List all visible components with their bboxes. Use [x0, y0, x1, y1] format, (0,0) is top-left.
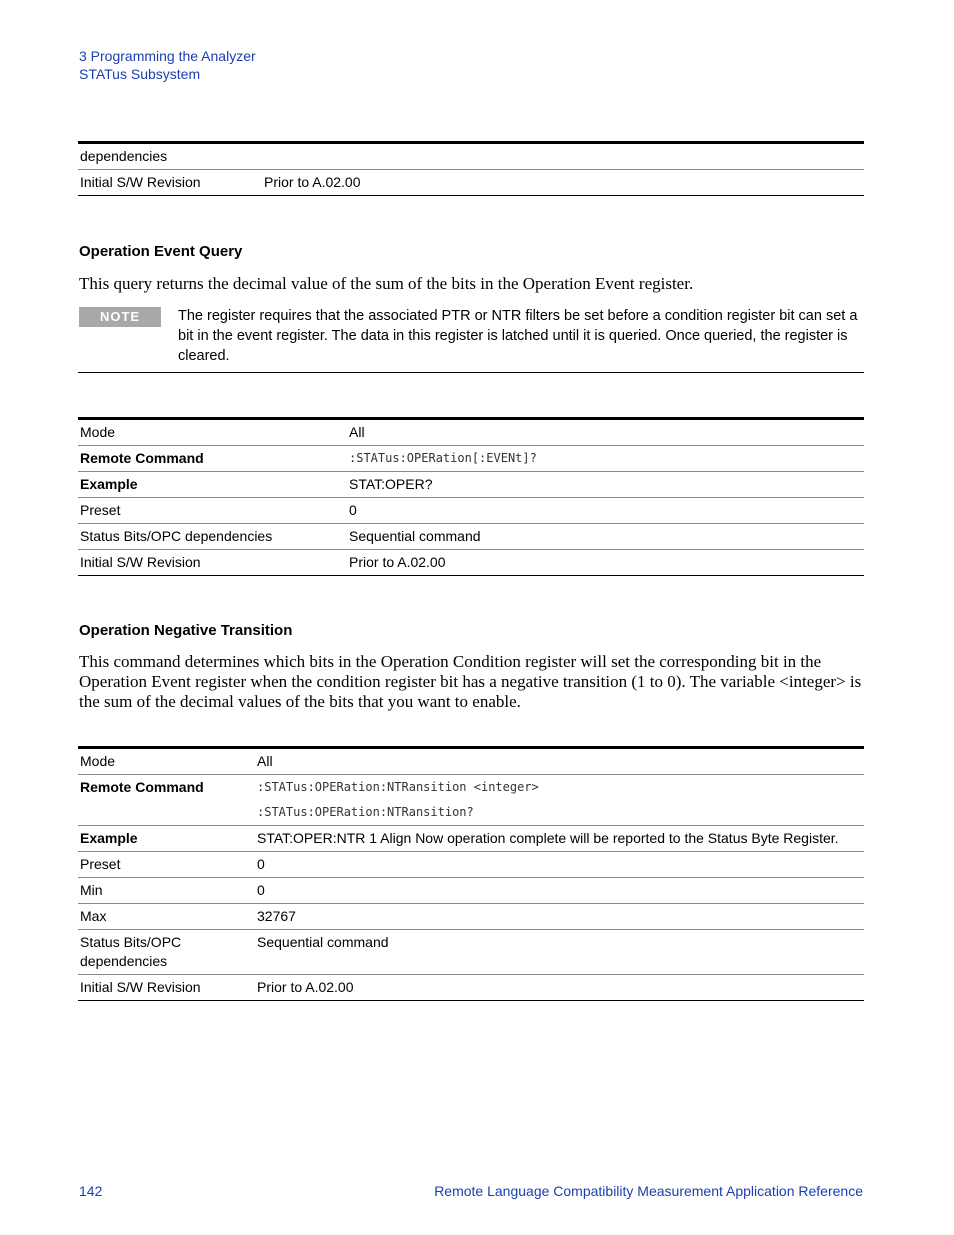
row-value: 0	[347, 498, 864, 524]
negative-transition-table	[78, 746, 864, 1001]
row-label: Mode	[78, 748, 255, 775]
table-row	[78, 852, 864, 878]
row-value: 0	[255, 878, 864, 904]
row-value: 0	[255, 852, 864, 878]
table-row	[78, 550, 864, 576]
section-heading-negative-transition: Operation Negative Transition	[79, 622, 293, 639]
table-row	[78, 930, 864, 975]
row-label: Remote Command	[78, 775, 255, 826]
row-value: All	[347, 419, 864, 446]
row-value: Sequential command	[347, 524, 864, 550]
document-title: Remote Language Compatibility Measurement Application Reference	[434, 1183, 863, 1199]
row-label: Status Bits/OPC dependencies	[78, 930, 255, 975]
row-label: Preset	[78, 852, 255, 878]
row-value: Prior to A.02.00	[347, 550, 864, 576]
table-row	[78, 878, 864, 904]
table-row	[78, 170, 864, 196]
note-text: The register requires that the associated PTR or NTR filters be set before a condition register bit can set a bit in the event register. The data in this register is latched until it is queried. Once queried, the register is cleared.	[178, 308, 858, 364]
remote-command-set: :STATus:OPERation:NTRansition <integer>	[257, 780, 539, 794]
row-value: 32767	[255, 904, 864, 930]
table-row	[78, 826, 864, 852]
remote-command-query: :STATus:OPERation:NTRansition?	[257, 805, 474, 819]
row-value	[262, 143, 864, 170]
row-label: Min	[78, 878, 255, 904]
table-row	[78, 498, 864, 524]
note-divider	[78, 372, 864, 373]
row-value: STAT:OPER:NTR 1 Align Now operation complete will be reported to the Status Byte Register.	[255, 826, 864, 852]
table-row	[78, 524, 864, 550]
section-heading-event-query: Operation Event Query	[79, 243, 243, 260]
row-label: Preset	[78, 498, 347, 524]
row-label: Initial S/W Revision	[78, 975, 255, 1001]
row-label: Initial S/W Revision	[78, 170, 262, 196]
row-label: Mode	[78, 419, 347, 446]
row-value	[255, 775, 864, 826]
remote-command-value: :STATus:OPERation[:EVENt]?	[347, 446, 864, 472]
table-row	[78, 143, 864, 170]
negative-transition-description: This command determines which bits in the Operation Condition register will set the corresponding bit in the Operation Event register when the condition register bit has a negative transition (1 to 0). The variable <integer> is the sum of the decimal values of the bits that you want to enable.	[79, 652, 862, 711]
row-label: Initial S/W Revision	[78, 550, 347, 576]
row-value: All	[255, 748, 864, 775]
row-label: Example	[78, 826, 255, 852]
row-label: Example	[78, 472, 347, 498]
table-row	[78, 748, 864, 775]
section-title: STATus Subsystem	[79, 66, 201, 82]
row-value: Sequential command	[255, 930, 864, 975]
page-number: 142	[79, 1183, 103, 1199]
row-label: Status Bits/OPC dependencies	[78, 524, 347, 550]
row-value: Prior to A.02.00	[262, 170, 864, 196]
top-table	[78, 141, 864, 196]
table-row	[78, 775, 864, 826]
table-row	[78, 904, 864, 930]
running-header	[79, 47, 256, 83]
row-label: Remote Command	[78, 446, 347, 472]
note-badge: NOTE	[79, 307, 161, 327]
row-label: Max	[78, 904, 255, 930]
chapter-title: 3 Programming the Analyzer	[79, 48, 256, 64]
table-row	[78, 419, 864, 446]
table-row	[78, 446, 864, 472]
row-value: STAT:OPER?	[347, 472, 864, 498]
row-value: Prior to A.02.00	[255, 975, 864, 1001]
event-query-description: This query returns the decimal value of the sum of the bits in the Operation Event register.	[79, 274, 694, 293]
event-query-table	[78, 417, 864, 576]
row-label: dependencies	[78, 143, 262, 170]
table-row	[78, 472, 864, 498]
table-row	[78, 975, 864, 1001]
